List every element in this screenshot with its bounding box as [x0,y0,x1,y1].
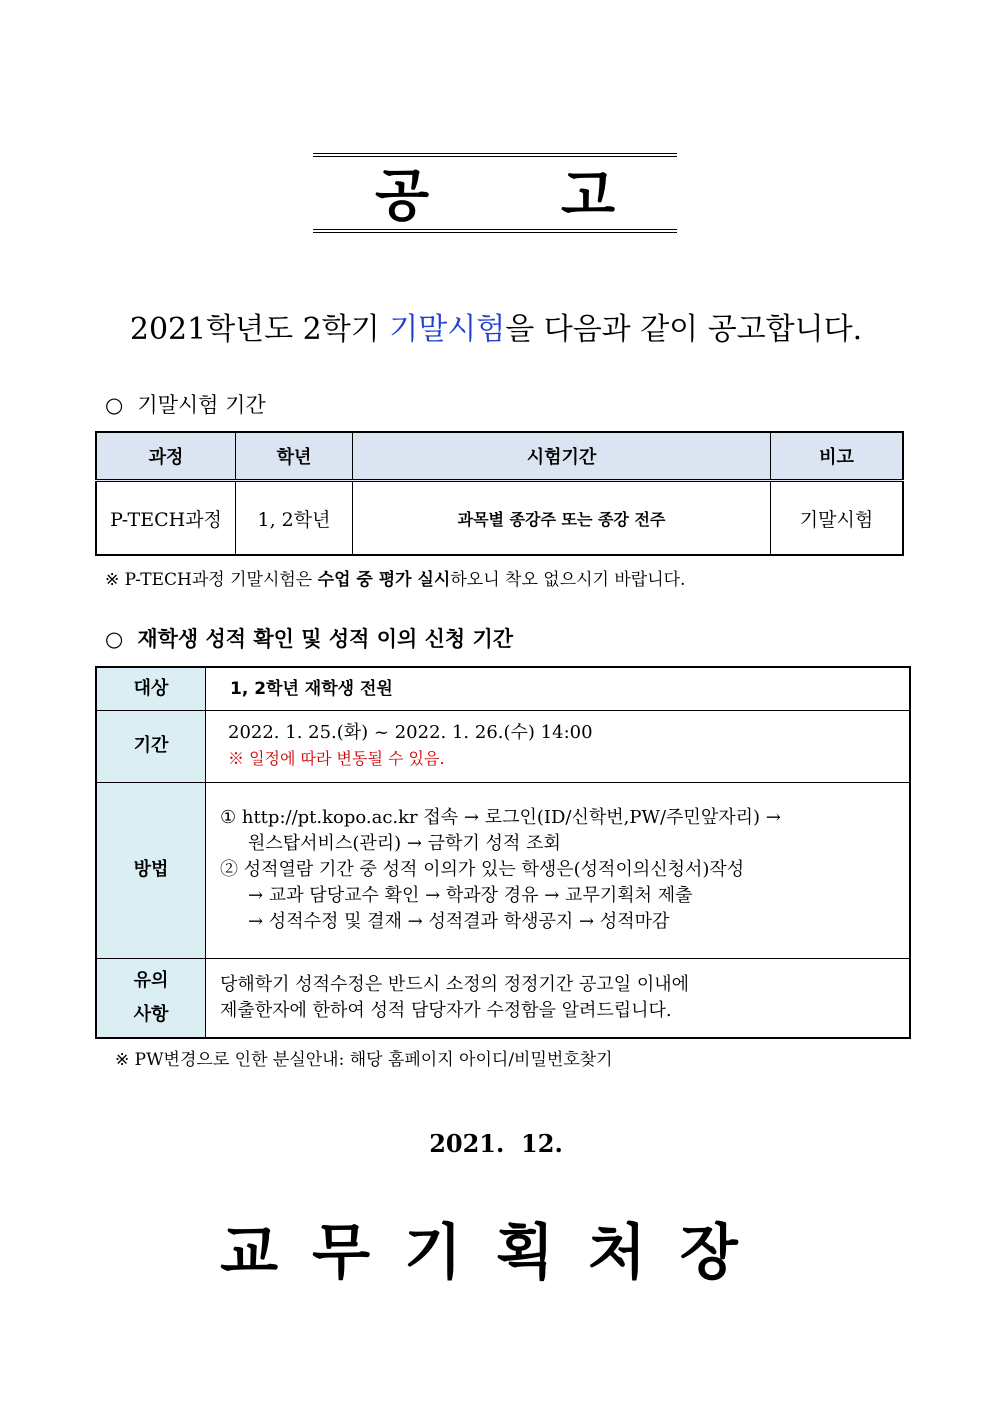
label-method: 방법 [96,782,206,958]
period-text: 2022. 1. 25.(화) ~ 2022. 1. 26.(수) 14:00 [228,722,593,743]
headline [0,310,992,350]
table-row [96,782,910,958]
table-row [96,710,910,782]
headline-highlight: 기말시험 [389,312,506,347]
section1-heading [105,392,266,418]
note-bold: 수업 중 평가 실시 [317,570,451,590]
headline-after: 을 다음과 같이 공고합니다. [505,312,863,347]
header-remarks: 비고 [771,432,904,481]
period-note: ※ 일정에 따라 변동될 수 있음. [228,749,445,768]
table-header-row [96,432,903,481]
caution-label-1: 유의 [133,969,169,991]
method-line-2: 원스탑서비스(관리) → 금학기 성적 조회 [248,833,561,854]
section2-heading-text: 재학생 성적 확인 및 성적 이의 신청 기간 [137,627,514,651]
note-suffix: 하오니 착오 없으시기 바랍니다. [450,570,686,590]
title-char-2: 고 [561,164,616,229]
caution-label-2: 사항 [133,1003,169,1025]
notice-date: 2021. 12. [429,1129,563,1158]
value-period [206,710,911,782]
grade-check-table [95,666,911,1039]
issuer-signature: 교무기획처장 [220,1218,772,1288]
label-target: 대상 [96,667,206,710]
title-box [313,153,677,233]
note-prefix: ※ P-TECH과정 기말시험은 [105,570,318,590]
section2-heading [105,626,513,652]
table-row [96,481,903,556]
cell-course: P-TECH과정 [96,481,236,556]
value-target: 1, 2학년 재학생 전원 [206,667,911,710]
method-line-4: → 교과 담당교수 확인 → 학과장 경유 → 교무기획처 제출 [248,885,693,906]
caution-line-1: 당해학기 성적수정은 반드시 소정의 정정기간 공고일 이내에 [220,973,690,995]
header-grade: 학년 [236,432,353,481]
header-course: 과정 [96,432,236,481]
table-row [96,667,910,710]
headline-before: 2021학년도 2학기 [129,312,390,347]
cell-remarks: 기말시험 [771,481,904,556]
caution-line-2: 제출한자에 한하여 성적 담당자가 수정함을 알려드립니다. [220,999,672,1021]
method-line-1: ① http://pt.kopo.ac.kr 접속 → 로그인(ID/신학번,PW/주민앞자리) → [220,807,781,828]
value-caution [206,958,911,1038]
section1-marker: ○ [105,393,124,417]
value-method [206,782,911,958]
section2-note: ※ PW변경으로 인한 분실안내: 해당 홈페이지 아이디/비밀번호찾기 [115,1050,613,1070]
exam-period-table [95,431,904,556]
table-row [96,958,910,1038]
cell-grade: 1, 2학년 [236,481,353,556]
section1-note [105,569,685,591]
cell-exam-period: 과목별 종강주 또는 종강 전주 [353,481,771,556]
header-exam-period: 시험기간 [353,432,771,481]
label-period: 기간 [96,710,206,782]
label-caution [96,958,206,1038]
method-line-3: ② 성적열람 기간 중 성적 이의가 있는 학생은(성적이의신청서)작성 [220,859,745,880]
title-char-1: 공 [375,164,430,229]
section1-heading-text: 기말시험 기간 [137,393,266,417]
method-line-5: → 성적수정 및 결재 → 성적결과 학생공지 → 성적마감 [248,911,670,932]
section2-marker: ○ [105,627,124,651]
